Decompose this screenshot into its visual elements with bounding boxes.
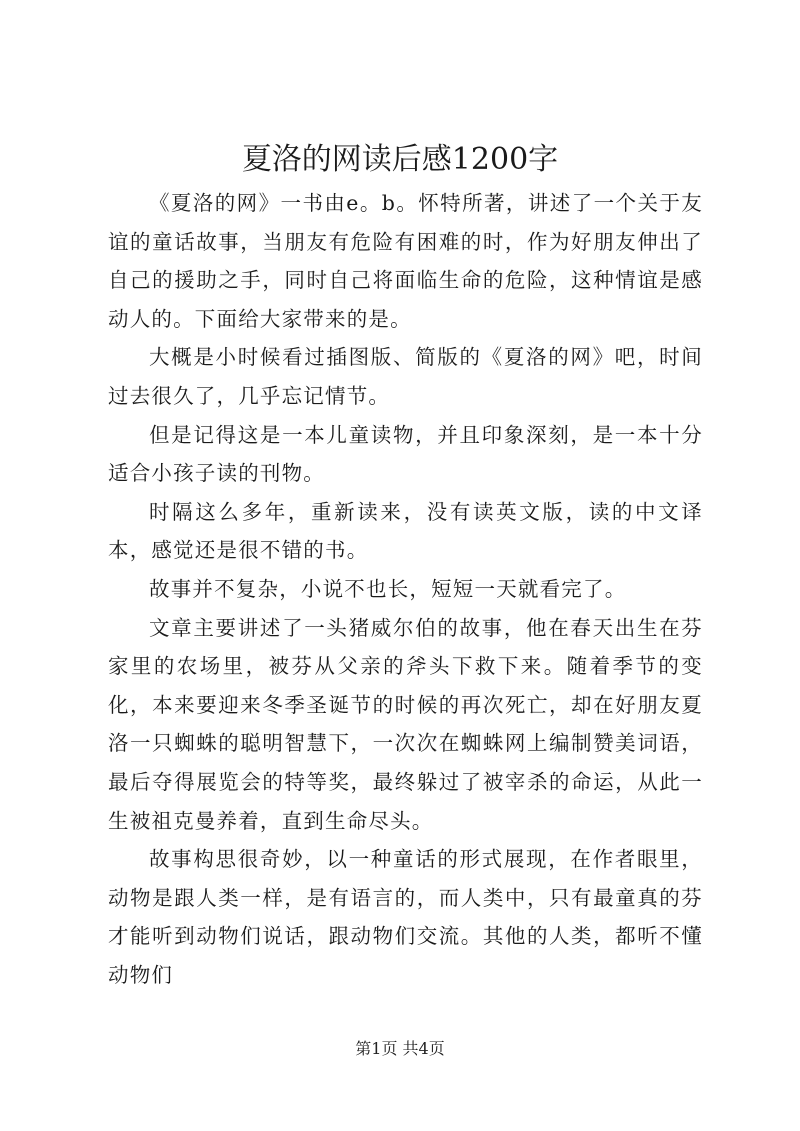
document-body <box>108 184 703 994</box>
paragraph-4: 时隔这么多年，重新读来，没有读英文版，读的中文译本，感觉还是很不错的书。 <box>108 499 703 563</box>
paragraph-1: 《夏洛的网》一书由e。b。怀特所著，讲述了一个关于友谊的童话故事，当朋友有危险有困难的时，作为好朋友伸出了自己的援助之手，同时自己将面临生命的危险，这种情谊是感动人的。下面给大家带来的是。 <box>108 191 703 331</box>
page-footer: 第1页 共4页 <box>355 1039 445 1058</box>
paragraph-2: 大概是小时候看过插图版、简版的《夏洛的网》吧，时间过去很久了，几乎忘记情节。 <box>108 345 703 408</box>
paragraph-3: 但是记得这是一本儿童读物，并且印象深刻，是一本十分适合小孩子读的刊物。 <box>108 422 703 486</box>
paragraph-7: 故事构思很奇妙，以一种童话的形式展现，在作者眼里，动物是跟人类一样，是有语言的，而人类中，只有最童真的芬才能听到动物们说话，跟动物们交流。其他的人类，都听不懂动物们 <box>108 847 703 987</box>
page-title: 夏洛的网读后感1200字 <box>241 142 559 177</box>
paragraph-6: 文章主要讲述了一头猪威尔伯的故事，他在春天出生在芬家里的农场里，被芬从父亲的斧头下救下来。随着季节的变化，本来要迎来冬季圣诞节的时候的再次死亡，却在好朋友夏洛一只蜘蛛的聪明智慧下，一次次在蜘蛛网上编制赞美词语，最后夺得展览会的特等奖，最终躲过了被宰杀的命运，从此一生被祖克曼养着，直到生命尽头。 <box>108 615 703 833</box>
paragraph-5: 故事并不复杂，小说不也长，短短一天就看完了。 <box>149 576 627 601</box>
